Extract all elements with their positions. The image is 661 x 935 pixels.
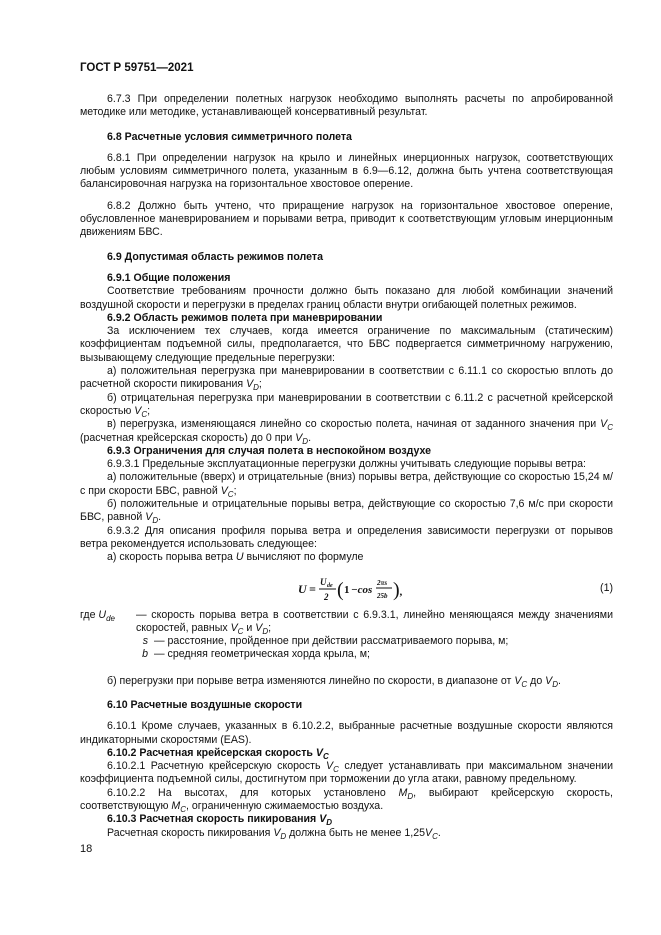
- document-body: [80, 93, 613, 840]
- list-item-6-9-2-a: а) положительная перегрузка при маневрировании в соответствии с 6.11.1 со скоростью вплоть до расчетной скорости пикирования $V_D$;: [80, 365, 613, 393]
- heading-6-9-3: 6.9.3 Ограничения для случая полета в неспокойном воздухе: [107, 444, 431, 457]
- paragraph-6-10-2-1: 6.10.2.1 Расчетную крейсерскую скорость $V_C$ следует устанавливать при максимальном значении коэффициента подъемной силы, достигнутом при торможении до угла атаки, равному предельному.: [80, 760, 613, 786]
- heading-6-9-1: 6.9.1 Общие положения: [107, 271, 231, 284]
- equation-number: (1): [600, 581, 613, 594]
- paragraph-6-10-3: Расчетная скорость пикирования $V_D$ должна быть не менее $1,25V_C$.: [107, 826, 441, 841]
- svg-text:25b: 25b: [377, 591, 388, 600]
- heading-6-10-2: 6.10.2 Расчетная крейсерская скорость $V_C$: [107, 746, 329, 761]
- heading-6-9-2: 6.9.2 Область режимов полета при маневрировании: [107, 311, 383, 324]
- where-s: s — расстояние, пройденное при действии рассматриваемого порыва, м;: [142, 635, 509, 648]
- paragraph-6-9-3-1: 6.9.3.1 Предельные эксплуатационные перегрузки должны учитывать следующие порывы ветра:: [107, 458, 586, 471]
- paragraph-6-10-1: 6.10.1 Кроме случаев, указанных в 6.10.2.2, выбранные расчетные воздушные скорости являются индикаторными скоростями (EAS).: [80, 720, 613, 746]
- formula-1: [80, 571, 613, 609]
- paragraph-6-10-2-2: 6.10.2.2 На высотах, для которых установлено $M_D$, выбирают крейсерскую скорость, соответствующую $M_C$, ограниченную сжимаемостью воздуха.: [80, 786, 613, 815]
- svg-text:de: de: [327, 582, 333, 589]
- heading-6-10-3: 6.10.3 Расчетная скорость пикирования $V_D$: [107, 813, 333, 828]
- svg-text:,: ,: [400, 585, 403, 598]
- svg-text:=: =: [309, 581, 316, 596]
- heading-6-8: 6.8 Расчетные условия симметричного полета: [107, 130, 352, 143]
- svg-text:1: 1: [344, 583, 350, 596]
- list-item-6-9-3-1-b: б) положительные и отрицательные порывы ветра, действующие со скоростью 7,6 м/с при скорости БВС, равной $V_D$.: [80, 498, 613, 526]
- svg-text:(: (: [337, 578, 344, 601]
- where-b: b — средняя геометрическая хорда крыла, м;: [142, 648, 370, 661]
- list-item-6-9-2-c: в) перегрузка, изменяющаяся линейно со скоростью полета, начиная от заданного значения при $V_C$ (расчетная крейсерская скорость) до 0 при $V_D$.: [80, 418, 613, 446]
- svg-text:−cos: −cos: [351, 583, 373, 596]
- paragraph-6-8-2: 6.8.2 Должно быть учтено, что приращение нагрузок на горизонтальное хвостовое оперение, обусловленное маневрированием и порывами ветра, приводит к соответствующим угловым инерционным движениям БВС.: [80, 199, 613, 239]
- paragraph-6-9-1: Соответствие требованиям прочности должно быть показано для любой комбинации значений воздушной скорости и перегрузки в пределах границ области внутри огибающей полетных режимов.: [80, 285, 613, 311]
- where-u-de: где $U_{de}$ — скорость порыва ветра в соответствии с 6.9.3.1, линейно меняющаяся между значениями скоростей, равных $V_C$ и $V_D$;: [80, 608, 613, 636]
- list-item-6-9-3-2-a: а) скорость порыва ветра U вычисляют по формуле: [107, 551, 364, 564]
- page-number: 18: [80, 843, 93, 855]
- svg-text:U: U: [298, 581, 307, 596]
- svg-text:2πs: 2πs: [377, 578, 388, 587]
- heading-6-10: 6.10 Расчетные воздушные скорости: [107, 698, 303, 711]
- paragraph-6-9-3-2: 6.9.3.2 Для описания профиля порыва ветра и определения зависимости перегрузки от порывов ветра рекомендуется использовать следующее:: [80, 524, 613, 550]
- svg-text:2: 2: [324, 591, 329, 602]
- list-item-6-9-3-2-b: б) перегрузки при порыве ветра изменяются линейно по скорости, в диапазоне от $V_C$ до $V_D$.: [107, 674, 561, 689]
- paragraph-6-7-3: 6.7.3 При определении полетных нагрузок необходимо выполнять расчеты по апробированной методике или методике, устанавливающей консервативный результат.: [80, 93, 613, 119]
- list-item-6-9-2-b: б) отрицательная перегрузка при маневрировании в соответствии с 6.11.2 с расчетной крейсерской скоростью $V_C$;: [80, 391, 613, 419]
- list-item-6-9-3-1-a: а) положительные (вверх) и отрицательные (вниз) порывы ветра, действующие со скоростью 15,24 м/с при скорости БВС, равной $V_C$;: [80, 471, 613, 499]
- svg-text:U: U: [320, 576, 327, 587]
- heading-6-9: 6.9 Допустимая область режимов полета: [107, 250, 323, 263]
- paragraph-6-8-1: 6.8.1 При определении нагрузок на крыло и линейных инерционных нагрузок, соответствующих любым условиям симметричного полета, указанным в 6.9—6.12, должна быть учтена соответствующая балансировочная нагрузка на горизонтальное хвостовое оперение.: [80, 151, 613, 191]
- paragraph-6-9-2: За исключением тех случаев, когда имеется ограничение по максимальным (статическим) коэффициентам подъемной силы, предполагается, что БВС подвергается симметричному нагружению, вызывающему следующие предельные перегрузки:: [80, 325, 613, 364]
- svg-text:): ): [393, 578, 400, 601]
- gust-velocity-formula: [298, 573, 408, 605]
- document-header: ГОСТ Р 59751—2021: [80, 62, 194, 74]
